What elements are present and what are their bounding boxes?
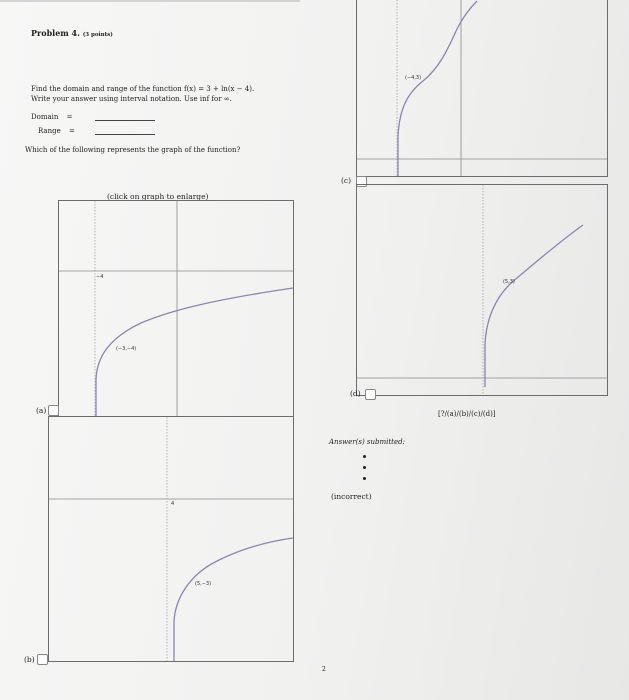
domain-input[interactable] bbox=[95, 120, 155, 121]
submitted-bullet-2 bbox=[363, 466, 366, 469]
page-number: 2 bbox=[322, 666, 326, 673]
graph-a-radio[interactable] bbox=[48, 405, 59, 416]
graph-a-svg bbox=[59, 201, 293, 416]
graph-b-option-label: (b) bbox=[24, 655, 35, 664]
domain-equals: = bbox=[66, 113, 73, 121]
graph-d-svg bbox=[357, 185, 607, 395]
submitted-bullet-1 bbox=[363, 455, 366, 458]
graph-c-option-label: (c) bbox=[341, 176, 352, 185]
problem-points: (3 points) bbox=[82, 32, 113, 38]
graph-d-option-label: (d) bbox=[350, 389, 361, 398]
range-label-text: Range bbox=[38, 127, 61, 135]
graph-a[interactable] bbox=[58, 200, 294, 417]
graph-d-point-label: (5,3) bbox=[503, 279, 515, 285]
problem-title bbox=[31, 28, 113, 38]
range-input[interactable] bbox=[95, 134, 155, 135]
graph-c-curve bbox=[398, 1, 477, 176]
graph-b-svg bbox=[49, 417, 293, 661]
domain-label bbox=[31, 113, 73, 121]
graph-d-radio[interactable] bbox=[365, 389, 376, 400]
graph-a-option-label: (a) bbox=[36, 406, 47, 415]
graph-b[interactable] bbox=[48, 416, 294, 662]
answer-status: (incorrect) bbox=[331, 492, 372, 501]
domain-label-text: Domain bbox=[31, 113, 59, 121]
graph-question: Which of the following represents the graph of the function? bbox=[25, 146, 241, 154]
page-top-edge bbox=[0, 0, 300, 2]
problem-title-text: Problem 4. bbox=[31, 28, 80, 38]
graph-c-point-label: (−4,3) bbox=[405, 75, 422, 81]
graph-b-curve bbox=[174, 538, 293, 661]
question-line-1: Find the domain and range of the function f(x) = 3 + ln(x − 4). bbox=[31, 85, 255, 93]
graph-b-radio[interactable] bbox=[37, 654, 48, 665]
graph-d[interactable] bbox=[356, 184, 608, 396]
question-line-2: Write your answer using interval notation. Use inf for ∞. bbox=[31, 95, 232, 103]
graph-a-asymptote-label: −4 bbox=[96, 274, 104, 280]
range-label bbox=[38, 127, 75, 135]
graph-c[interactable] bbox=[356, 0, 608, 177]
range-equals: = bbox=[68, 127, 75, 135]
answer-choices-field[interactable]: [?/(a)/(b)/(c)/(d)] bbox=[438, 410, 496, 418]
graph-d-curve bbox=[485, 225, 583, 387]
graph-a-point-label: (−3,−4) bbox=[116, 346, 137, 352]
graph-a-curve bbox=[96, 288, 293, 416]
answers-submitted-label: Answer(s) submitted: bbox=[329, 438, 405, 446]
graph-c-svg bbox=[357, 0, 607, 176]
graph-b-asymptote-label: 4 bbox=[171, 501, 175, 507]
enlarge-link[interactable]: (click on graph to enlarge) bbox=[107, 192, 209, 201]
graph-b-point-label: (5,−3) bbox=[195, 581, 212, 587]
submitted-bullet-3 bbox=[363, 477, 366, 480]
